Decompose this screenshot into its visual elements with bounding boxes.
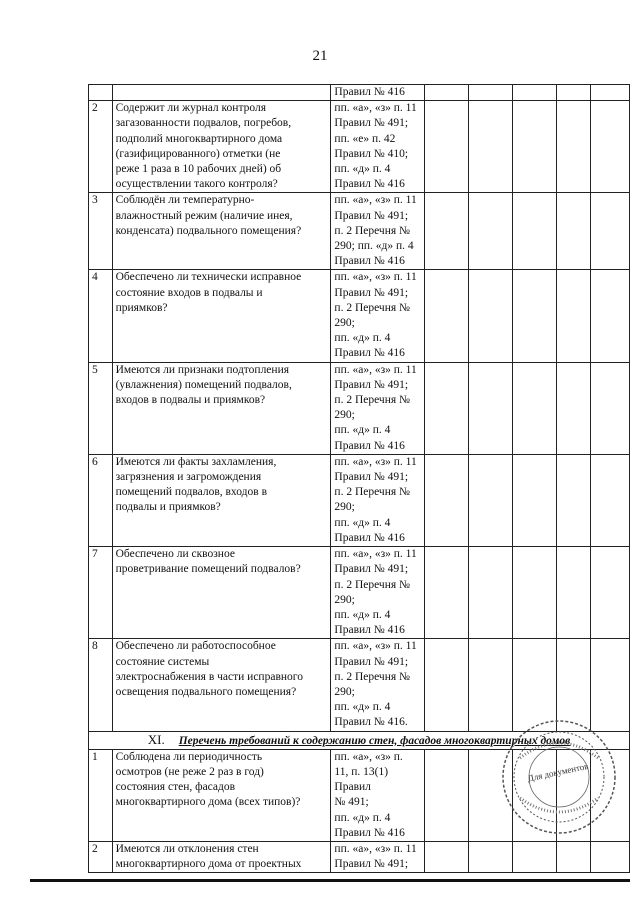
reference-line: 290; bbox=[334, 317, 355, 330]
answer-cell bbox=[513, 841, 557, 872]
table-row bbox=[89, 85, 630, 101]
answer-cell bbox=[424, 101, 469, 193]
reference-line: п. 2 Перечня № bbox=[334, 301, 411, 314]
question-line: осмотров (не реже 2 раз в год) bbox=[115, 765, 264, 778]
question-cell bbox=[112, 270, 331, 362]
answer-cell bbox=[513, 193, 557, 270]
reference-line: Правил № 416 bbox=[334, 347, 405, 360]
reference-line: п. 2 Перечня № bbox=[334, 578, 411, 591]
table-row bbox=[89, 270, 630, 362]
section-title: Перечень требований к содержанию стен, фасадов многоквартирных домов bbox=[178, 734, 571, 747]
answer-cell bbox=[557, 270, 591, 362]
row-number: 6 bbox=[89, 454, 113, 546]
reference-line: 290; bbox=[334, 409, 355, 422]
answer-cell bbox=[424, 270, 469, 362]
reference-line: пп. «д» п. 4 bbox=[334, 701, 391, 714]
reference-line: пп. «а», «з» п. 11 bbox=[334, 363, 417, 376]
legal-reference-cell bbox=[331, 193, 424, 270]
answer-cell bbox=[590, 841, 629, 872]
reference-line: п. 2 Перечня № bbox=[334, 224, 411, 237]
answer-cell bbox=[590, 454, 629, 546]
legal-reference-cell bbox=[331, 85, 424, 101]
answer-cell bbox=[469, 547, 513, 639]
row-number bbox=[89, 85, 113, 101]
answer-cell bbox=[557, 841, 591, 872]
reference-line: Правил № 491; bbox=[334, 117, 409, 130]
reference-line: Правил № 416 bbox=[334, 826, 405, 839]
question-line: электроснабжения в части исправного bbox=[115, 670, 303, 683]
stamp-seal bbox=[500, 718, 618, 836]
question-line: загазованности подвалов, погребов, bbox=[115, 117, 292, 130]
question-line: (увлажнения) помещений подвалов, bbox=[115, 378, 292, 391]
question-cell bbox=[112, 101, 331, 193]
reference-line: 290; bbox=[334, 685, 355, 698]
reference-line: № 491; bbox=[334, 796, 369, 809]
answer-cell bbox=[469, 85, 513, 101]
question-cell bbox=[112, 749, 331, 841]
question-line: конденсата) подвального помещения? bbox=[115, 224, 302, 237]
answer-cell bbox=[424, 841, 469, 872]
reference-line: пп. «а», «з» п. 11 bbox=[334, 194, 417, 207]
question-line: Обеспечено ли работоспособное bbox=[115, 640, 276, 653]
reference-line: 11, п. 13(1) bbox=[334, 765, 389, 778]
reference-line: пп. «е» п. 42 bbox=[334, 132, 396, 145]
row-number: 2 bbox=[89, 101, 113, 193]
reference-line: пп. «а», «з» п. bbox=[334, 750, 403, 763]
question-cell bbox=[112, 193, 331, 270]
table-row bbox=[89, 193, 630, 270]
answer-cell bbox=[424, 193, 469, 270]
row-number: 7 bbox=[89, 547, 113, 639]
reference-line: Правил № 491; bbox=[334, 563, 409, 576]
question-line: осуществлении такого контроля? bbox=[115, 178, 278, 191]
question-line: состояние системы bbox=[115, 655, 210, 668]
reference-line: Правил № 416 bbox=[334, 531, 405, 544]
reference-line: пп. «д» п. 4 bbox=[334, 332, 391, 345]
table-row bbox=[89, 362, 630, 454]
reference-line: Правил № 416 bbox=[334, 624, 405, 637]
reference-line: 290; bbox=[334, 501, 355, 514]
reference-line: пп. «а», «з» п. 11 bbox=[334, 640, 417, 653]
answer-cell bbox=[590, 85, 629, 101]
question-line: Обеспечено ли технически исправное bbox=[115, 271, 302, 284]
reference-line: Правил № 416 bbox=[334, 86, 405, 98]
answer-cell bbox=[513, 270, 557, 362]
table-body-top bbox=[89, 85, 630, 732]
answer-cell bbox=[424, 749, 469, 841]
question-line: Обеспечено ли сквозное bbox=[115, 548, 235, 561]
reference-line: п. 2 Перечня № bbox=[334, 670, 411, 683]
answer-cell bbox=[590, 362, 629, 454]
reference-line: 290; bbox=[334, 593, 355, 606]
answer-cell bbox=[469, 841, 513, 872]
question-line: состояния стен, фасадов bbox=[115, 781, 236, 794]
reference-line: Правил № 416. bbox=[334, 716, 408, 729]
question-cell bbox=[112, 639, 331, 731]
question-line: проветривание помещений подвалов? bbox=[115, 563, 301, 576]
reference-line: пп. «а», «з» п. 11 bbox=[334, 548, 417, 561]
reference-line: пп. «а», «з» п. 11 bbox=[334, 842, 417, 855]
answer-cell bbox=[557, 85, 591, 101]
reference-line: п. 2 Перечня № bbox=[334, 486, 411, 499]
answer-cell bbox=[469, 101, 513, 193]
question-line: (газифицированного) отметки (не bbox=[115, 147, 281, 160]
question-line: Имеются ли отклонения стен bbox=[115, 842, 259, 855]
answer-cell bbox=[424, 639, 469, 731]
reference-line: Правил № 491; bbox=[334, 858, 409, 871]
answer-cell bbox=[469, 270, 513, 362]
answer-cell bbox=[513, 547, 557, 639]
question-cell bbox=[112, 85, 331, 101]
question-line: загрязнения и загромождения bbox=[115, 471, 262, 484]
row-number: 3 bbox=[89, 193, 113, 270]
question-cell bbox=[112, 841, 331, 872]
question-line: Имеются ли факты захламления, bbox=[115, 455, 277, 468]
reference-line: пп. «а», «з» п. 11 bbox=[334, 271, 417, 284]
reference-line: Правил № 416 bbox=[334, 439, 405, 452]
reference-line: 290; пп. «д» п. 4 bbox=[334, 240, 414, 253]
question-line: помещений подвалов, входов в bbox=[115, 486, 267, 499]
reference-line: Правил № 410; bbox=[334, 147, 409, 160]
reference-line: п. 2 Перечня № bbox=[334, 394, 411, 407]
answer-cell bbox=[557, 193, 591, 270]
table-row bbox=[89, 101, 630, 193]
reference-line: Правил № 416 bbox=[334, 255, 405, 268]
answer-cell bbox=[469, 193, 513, 270]
question-line: Соблюдён ли температурно- bbox=[115, 194, 255, 207]
legal-reference-cell bbox=[331, 362, 424, 454]
question-cell bbox=[112, 362, 331, 454]
question-line: подвалы и приямков? bbox=[115, 501, 221, 514]
reference-line: пп. «д» п. 4 bbox=[334, 424, 391, 437]
answer-cell bbox=[513, 101, 557, 193]
answer-cell bbox=[469, 362, 513, 454]
reference-line: пп. «д» п. 4 bbox=[334, 811, 391, 824]
table-row bbox=[89, 547, 630, 639]
question-line: реже 1 раза в 10 рабочих дней) об bbox=[115, 163, 282, 176]
stamp-text: Для документов bbox=[526, 760, 590, 784]
answer-cell bbox=[557, 362, 591, 454]
row-number: 4 bbox=[89, 270, 113, 362]
row-number: 5 bbox=[89, 362, 113, 454]
answer-cell bbox=[424, 362, 469, 454]
question-line: Соблюдена ли периодичность bbox=[115, 750, 263, 763]
row-number: 8 bbox=[89, 639, 113, 731]
question-line: входов в подвалы и приямков? bbox=[115, 394, 266, 407]
reference-line: пп. «а», «з» п. 11 bbox=[334, 102, 417, 115]
legal-reference-cell bbox=[331, 639, 424, 731]
answer-cell bbox=[424, 547, 469, 639]
reference-line: Правил № 491; bbox=[334, 378, 409, 391]
legal-reference-cell bbox=[331, 547, 424, 639]
answer-cell bbox=[590, 547, 629, 639]
answer-cell bbox=[469, 454, 513, 546]
legal-reference-cell bbox=[331, 749, 424, 841]
answer-cell bbox=[513, 85, 557, 101]
question-line: освещения подвального помещения? bbox=[115, 685, 297, 698]
answer-cell bbox=[513, 362, 557, 454]
answer-cell bbox=[557, 547, 591, 639]
question-line: приямков? bbox=[115, 301, 168, 314]
reference-line: Правил bbox=[334, 781, 371, 794]
section-number: XI. bbox=[147, 731, 165, 747]
reference-line: пп. «д» п. 4 bbox=[334, 608, 391, 621]
legal-reference-cell bbox=[331, 101, 424, 193]
question-line: подполий многоквартирного дома bbox=[115, 132, 283, 145]
legal-reference-cell bbox=[331, 270, 424, 362]
legal-reference-cell bbox=[331, 454, 424, 546]
answer-cell bbox=[424, 454, 469, 546]
answer-cell bbox=[557, 101, 591, 193]
reference-line: Правил № 491; bbox=[334, 471, 409, 484]
answer-cell bbox=[424, 85, 469, 101]
question-line: многоквартирного дома от проектных bbox=[115, 858, 302, 871]
reference-line: пп. «а», «з» п. 11 bbox=[334, 455, 417, 468]
reference-line: пп. «д» п. 4 bbox=[334, 163, 391, 176]
answer-cell bbox=[557, 454, 591, 546]
reference-line: Правил № 491; bbox=[334, 209, 409, 222]
table-row bbox=[89, 841, 630, 872]
table-row bbox=[89, 454, 630, 546]
question-cell bbox=[112, 547, 331, 639]
answer-cell bbox=[590, 270, 629, 362]
page-number: 21 bbox=[312, 48, 328, 64]
answer-cell bbox=[513, 454, 557, 546]
answer-cell bbox=[590, 193, 629, 270]
answer-cell bbox=[590, 101, 629, 193]
reference-line: Правил № 491; bbox=[334, 286, 409, 299]
reference-line: Правил № 416 bbox=[334, 178, 405, 191]
row-number: 2 bbox=[89, 841, 113, 872]
row-number: 1 bbox=[89, 749, 113, 841]
reference-line: пп. «д» п. 4 bbox=[334, 516, 391, 529]
question-line: многоквартирного дома (всех типов)? bbox=[115, 796, 301, 809]
question-line: влажностный режим (наличие инея, bbox=[115, 209, 293, 222]
question-line: состояние входов в подвалы и bbox=[115, 286, 263, 299]
question-line: Имеются ли признаки подтопления bbox=[115, 363, 290, 376]
legal-reference-cell bbox=[331, 841, 424, 872]
reference-line: Правил № 491; bbox=[334, 655, 409, 668]
question-line: Содержит ли журнал контроля bbox=[115, 102, 266, 115]
question-cell bbox=[112, 454, 331, 546]
footer-rule bbox=[30, 879, 630, 882]
